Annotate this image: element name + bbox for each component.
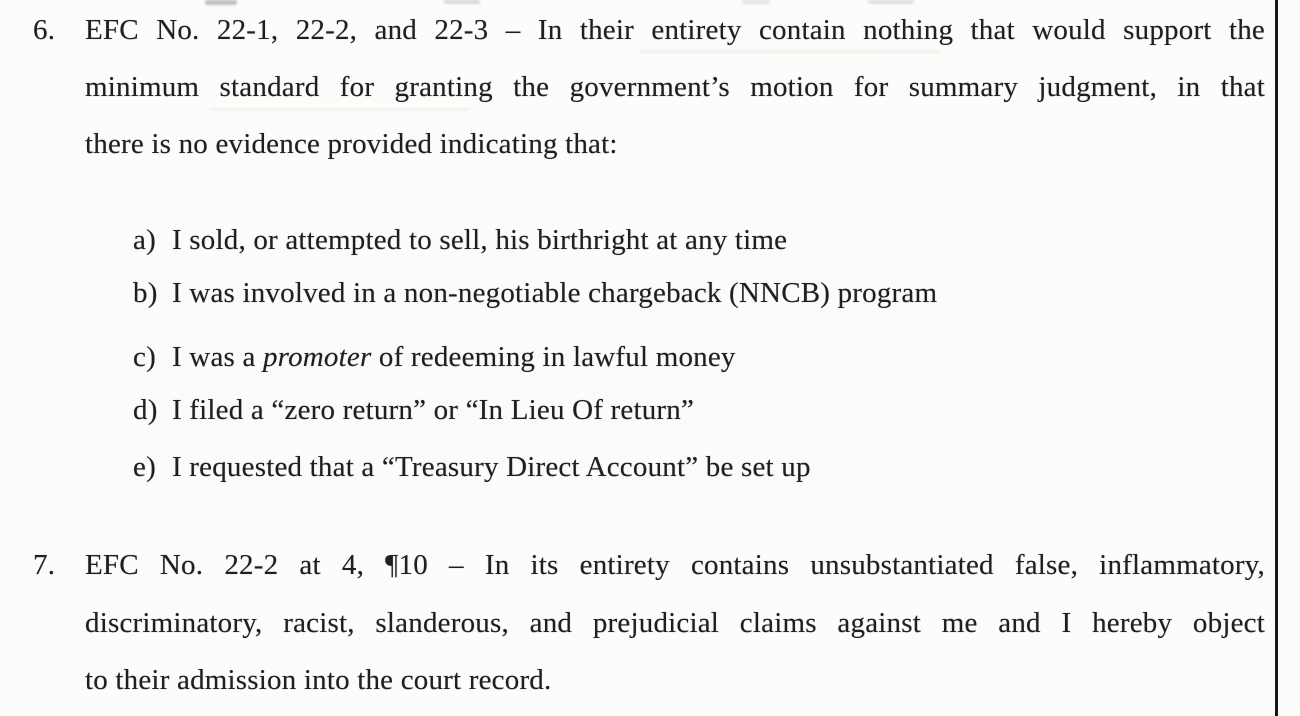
list-item-b-marker: b) [133, 277, 158, 309]
item-7-line-2: discriminatory, racist, slanderous, and prejudicial claims against me and I hereby object [85, 607, 1265, 639]
item-7-number: 7. [33, 549, 56, 581]
list-item-c-italic-word: promoter [262, 341, 372, 373]
item-6-number: 6. [33, 14, 56, 46]
item-7-line-1: EFC No. 22-2 at 4, ¶10 – In its entirety contains unsubstantiated false, inflammatory, [85, 549, 1265, 581]
item-6-line-3: there is no evidence provided indicating that: [85, 128, 618, 160]
item-6-line-1: EFC No. 22-1, 22-2, and 22-3 – In their entirety contain nothing that would support the [85, 14, 1265, 46]
list-item-a-marker: a) [133, 224, 156, 256]
item-7-line-3: to their admission into the court record. [85, 664, 552, 696]
list-item-b-text: I was involved in a non-negotiable chargeback (NNCB) program [172, 277, 938, 309]
list-item-e-marker: e) [133, 451, 156, 483]
scan-artifact [742, 0, 770, 4]
scan-artifact [205, 0, 237, 5]
list-item-c-prefix: I was a [172, 341, 263, 373]
scan-artifact [444, 0, 480, 4]
scan-artifact [640, 50, 940, 53]
list-item-c-suffix: of redeeming in lawful money [371, 341, 736, 373]
scan-artifact [210, 108, 470, 111]
list-item-c-marker: c) [133, 341, 156, 373]
scan-artifact [868, 0, 914, 4]
list-item-d-marker: d) [133, 394, 158, 426]
list-item-a-text: I sold, or attempted to sell, his birthright at any time [172, 224, 788, 256]
list-item-c-text [172, 339, 736, 375]
list-item-e-text: I requested that a “Treasury Direct Account” be set up [172, 451, 811, 483]
scan-page-border-line [1275, 0, 1278, 716]
item-6-line-2: minimum standard for granting the government’s motion for summary judgment, in that [85, 71, 1265, 103]
list-item-d-text: I filed a “zero return” or “In Lieu Of return” [172, 394, 695, 426]
